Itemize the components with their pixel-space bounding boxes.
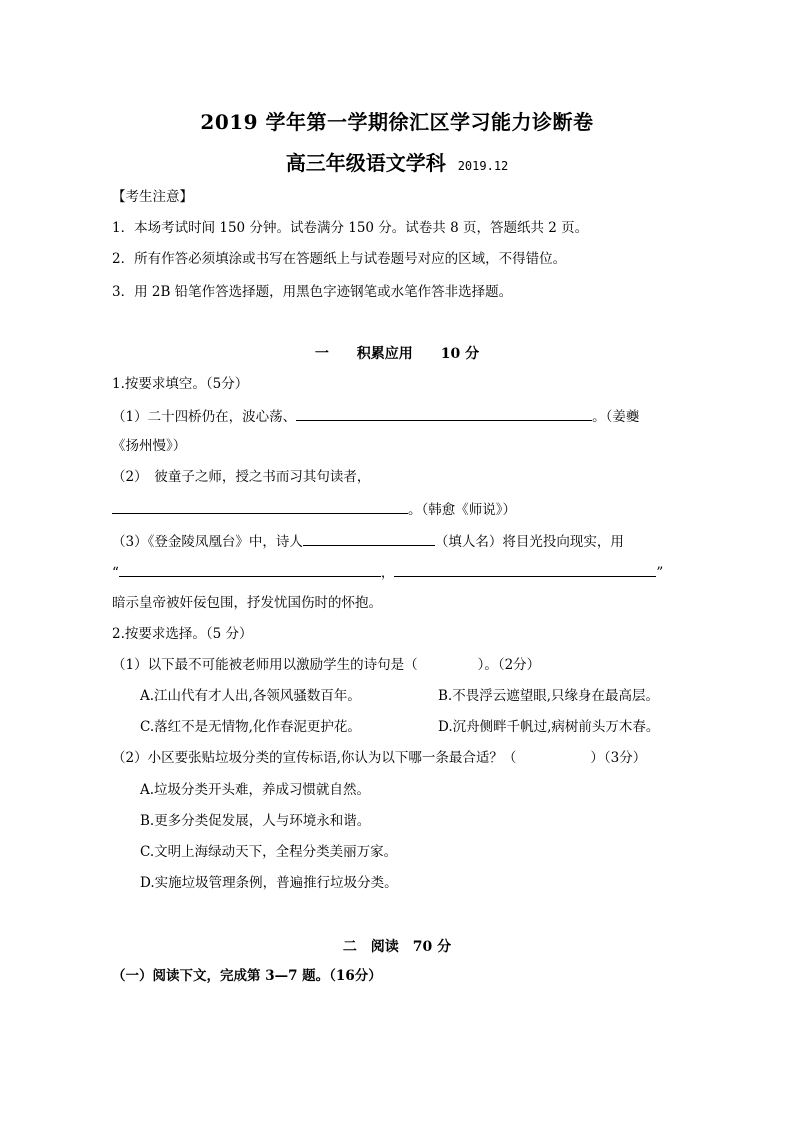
option-b: B.更多分类促发展，人与环境永和谐。	[140, 813, 371, 829]
question-2-1	[112, 656, 540, 674]
reading-1-heading: （一）阅读下文，完成第 3—7 题。（16分）	[112, 968, 382, 984]
comma: ，	[380, 565, 395, 581]
q2-2-score: ）（3分）	[590, 750, 647, 766]
q1-2-source: 。（韩愈《师说》）	[408, 502, 516, 518]
option-a: A.江山代有才人出,各领风骚数百年。	[140, 688, 361, 704]
section-1-heading: 一 积累应用 10 分	[314, 346, 480, 362]
subject-label: 高三年级语文学科	[285, 151, 446, 175]
close-quote: ”	[656, 565, 664, 581]
question-1-3	[112, 531, 624, 551]
notice-item-2: 2．所有作答必须填涂或书写在答题纸上与试卷题号对应的区域，不得错位。	[112, 251, 567, 267]
notice-heading: 【考生注意】	[112, 189, 193, 205]
exam-title: 2019 学年第一学期徐汇区学习能力诊断卷	[200, 110, 594, 134]
open-quote: “	[112, 565, 119, 581]
q1-3-text-mid: （填人名）将目光投向现实，用	[434, 534, 624, 550]
question-1-2: （2） 彼童子之师，授之书而习其句读者，	[112, 469, 371, 485]
option-d: D.沉舟侧畔千帆过,病树前头万木春。	[438, 719, 660, 735]
answer-blank[interactable]	[303, 531, 435, 546]
option-d: D.实施垃圾管理条例，普遍推行垃圾分类。	[140, 875, 398, 891]
question-1-3-line2	[112, 562, 663, 582]
option-c: C.落红不是无情物,化作春泥更护花。	[140, 719, 361, 735]
question-2-2	[112, 749, 646, 767]
q1-1-text: （1）二十四桥仍在，波心荡、	[112, 409, 297, 425]
answer-blank[interactable]	[112, 499, 408, 514]
question-1-3-line3: 暗示皇帝被奸佞包围，抒发忧国伤时的怀抱。	[112, 595, 382, 611]
answer-blank[interactable]	[119, 562, 381, 577]
answer-blank[interactable]	[296, 406, 592, 421]
section-2-heading: 二 阅读 70 分	[342, 939, 452, 955]
question-1-2-line2	[112, 499, 516, 519]
exam-date: 2019.12	[457, 159, 509, 173]
option-a: A.垃圾分类开头难，养成习惯就自然。	[140, 782, 371, 798]
answer-blank[interactable]	[394, 562, 656, 577]
q1-3-text: （3）《登金陵凤凰台》中，诗人	[112, 534, 303, 550]
q1-1-source: 。（姜夔	[592, 409, 640, 425]
question-2-prompt: 2.按要求选择。（5 分）	[112, 626, 253, 642]
q1-1-source-cont: 《扬州慢》）	[112, 438, 187, 454]
question-1-1	[112, 406, 639, 426]
q2-1-text: （1）以下最不可能被老师用以激励学生的诗句是（	[112, 657, 418, 673]
q2-1-score: ）。（2分）	[477, 657, 541, 673]
option-b: B.不畏浮云遮望眼,只缘身在最高层。	[438, 688, 660, 704]
option-c: C.文明上海绿动天下，全程分类美丽万家。	[140, 844, 398, 860]
question-1-prompt: 1.按要求填空。（5分）	[112, 376, 249, 392]
notice-item-1: 1．本场考试时间 150 分钟。试卷满分 150 分。试卷共 8 页，答题纸共 2 页。	[112, 220, 589, 236]
q2-2-text: （2）小区要张贴垃圾分类的宣传标语,你认为以下哪一条最合适？（	[112, 750, 517, 766]
exam-subtitle	[0, 147, 794, 176]
notice-item-3: 3．用 2B 铅笔作答选择题，用黑色字迹钢笔或水笔作答非选择题。	[112, 284, 513, 300]
